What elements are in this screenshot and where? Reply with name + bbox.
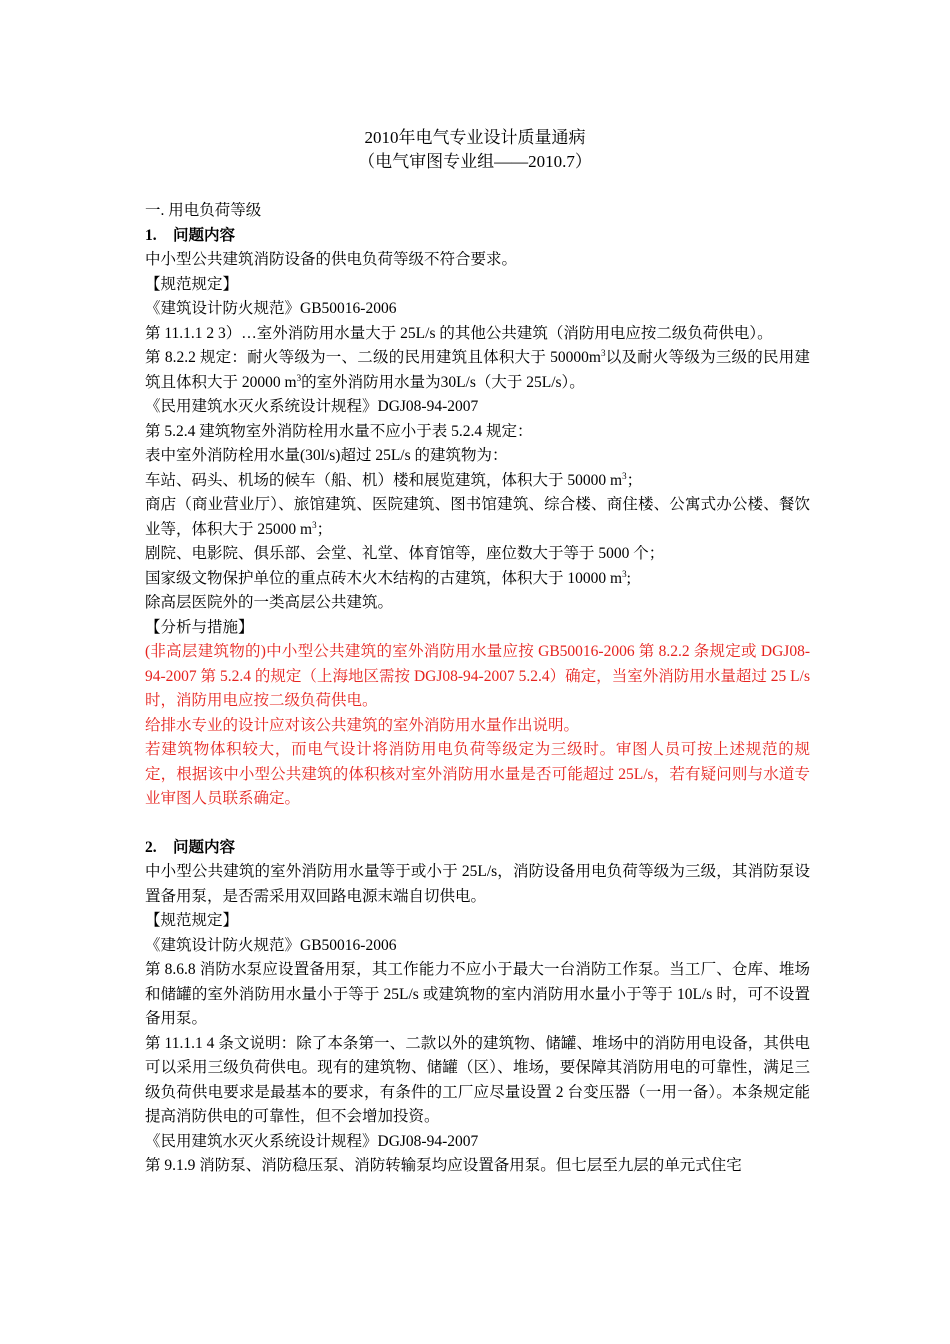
item-1-rule-7: 剧院、电影院、俱乐部、会堂、礼堂、体育馆等，座位数大于等于 5000 个； — [145, 545, 665, 562]
item-2-problem: 中小型公共建筑的室外消防用水量等于或小于 25L/s，消防设备用电负荷等级为三级，其消防泵设置备用泵，是否需采用双回路电源末端自切供电。 — [145, 863, 810, 905]
item-2-rule-3: 第 9.1.9 消防泵、消防稳压泵、消防转输泵均应设置备用泵。但七层至九层的单元式住宅 — [145, 1157, 742, 1174]
item-1-standard-1: 《建筑设计防火规范》GB50016-2006 — [145, 300, 397, 317]
item-1-rule-2: 第 8.2.2 规定：耐火等级为一、二级的民用建筑且体积大于 $50000m^3$以及耐火等级为三级的民用建筑且体积大于 20000 $m^3$的室外消防用水量为30L/s（大于 25L/s）。 — [145, 348, 810, 391]
item-1-rule-1: 第 11.1.1 2 3）…室外消防用水量大于 25L/s 的其他公共建筑（消防用电应按二级负荷供电）。 — [145, 324, 773, 342]
item-1-rule-3: 第 5.2.4 建筑物室外消防栓用水量不应小于表 5.2.4 规定： — [145, 422, 533, 440]
item-1-standard-2: 《民用建筑水灭火系统设计规程》DGJ08-94-2007 — [145, 398, 479, 415]
item-2-standard-2: 《民用建筑水灭火系统设计规程》DGJ08-94-2007 — [145, 1132, 479, 1150]
item-1-rule-5: 车站、码头、机场的候车（船、机）楼和展览建筑，体积大于 50000 $m^3$； — [145, 470, 643, 489]
item-1-rule-9: 除高层医院外的一类高层公共建筑。 — [145, 594, 394, 611]
item-1-analysis-label: 【分析与措施】 — [145, 618, 254, 636]
document-title: 2010年电气专业设计质量通病 — [364, 128, 586, 147]
item-1-rule-8: 国家级文物保护单位的重点砖木火木结构的古建筑，体积大于 10000 $m^3$; — [145, 568, 631, 587]
item-1-analysis-3: 若建筑物体积较大，而电气设计将消防用电负荷等级定为三级时。审图人员可按上述规范的规定，根据该中小型公共建筑的体积核对室外消防用水量是否可能超过 25L/s，若有疑问则与水道专业审图人员联系确定。 — [145, 741, 810, 807]
section-heading: 一. 用电负荷等级 — [145, 202, 262, 219]
document-body — [145, 199, 810, 1179]
document-subtitle: （电气审图专业组——2010.7） — [358, 152, 592, 171]
item-2-rules-label: 【规范规定】 — [145, 912, 239, 929]
item-1-analysis-1: (非高层建筑物的)中小型公共建筑的室外消防用水量应按 GB50016-2006 第 8.2.2 条规定或 DGJ08-94-2007 第 5.2.4 的规定（上海地区需按 DGJ08-94-2007 5.2.4）确定，当室外消防用水量超过 25 L/s 时，消防用电应按二级负荷供电。 — [145, 643, 810, 709]
item-2-rule-2: 第 11.1.1 4 条文说明：除了本条第一、二款以外的建筑物、储罐、堆场中的消防用电设备，其供电可以采用三级负荷供电。现有的建筑物、储罐（区）、堆场，要保障其消防用电的可靠性，满足三级负荷供电要求是最基本的要求，有条件的工厂应尽量设置 2 台变压器（一用一备）。本条规定能提高消防供电的可靠性，但不会增加投资。 — [145, 1034, 810, 1125]
item-1-problem: 中小型公共建筑消防设备的供电负荷等级不符合要求。 — [145, 251, 518, 268]
item-2-rule-1: 第 8.6.8 消防水泵应设置备用泵，其工作能力不应小于最大一台消防工作泵。当工厂、仓库、堆场和储罐的室外消防用水量小于等于 25L/s 或建筑物的室内消防用水量小于等于 10L/s 时，可不设置备用泵。 — [145, 961, 810, 1027]
item-1-rule-4: 表中室外消防栓用水量(30l/s)超过 25L/s 的建筑物为： — [145, 447, 508, 464]
item-1-rules-label: 【规范规定】 — [145, 275, 239, 293]
item-1-heading: 1. 问题内容 — [145, 226, 236, 244]
item-2-standard-1: 《建筑设计防火规范》GB50016-2006 — [145, 936, 397, 954]
item-1-rule-6: 商店（商业营业厅）、旅馆建筑、医院建筑、图书馆建筑、综合楼、商住楼、公寓式办公楼、餐饮业等，体积大于 25000 $m^3$； — [145, 496, 810, 538]
spacer — [145, 812, 810, 836]
item-1-analysis-2: 给排水专业的设计应对该公共建筑的室外消防用水量作出说明。 — [145, 716, 580, 734]
item-2-heading: 2. 问题内容 — [145, 838, 236, 856]
